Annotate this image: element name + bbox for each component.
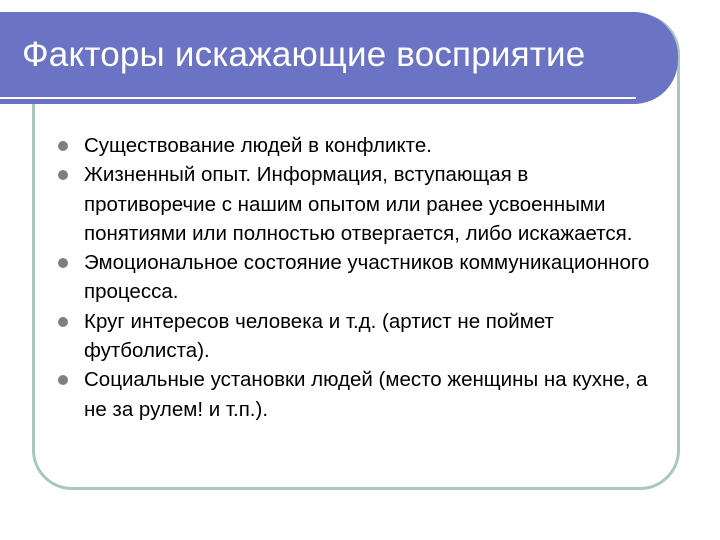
- bullet-text: Круг интересов человека и т.д. (артист не поймет футболиста).: [84, 309, 554, 363]
- bullet-dot-icon: [58, 258, 68, 268]
- bullet-text: Социальные установки людей (место женщины на кухне, а не за рулем! и т.п.).: [84, 368, 648, 421]
- bullet-dot-icon: [58, 375, 68, 385]
- bullet-item: [58, 307, 658, 366]
- bullet-dot-icon: [58, 141, 68, 151]
- bullet-dot-icon: [58, 170, 68, 180]
- bullet-text: Жизненный опыт. Информация, вступающая в противоречие с нашим опытом или ранее усвоенными понятиями или полностью отвергается, либо искажается.: [84, 163, 633, 245]
- bullet-item: [58, 131, 658, 160]
- bullet-item: [58, 160, 658, 248]
- bullet-dot-icon: [58, 317, 68, 327]
- slide-title: Факторы искажающие восприятие: [22, 35, 586, 74]
- bullet-item: [58, 248, 658, 307]
- bullet-text: Существование людей в конфликте.: [84, 134, 432, 157]
- title-underline: [0, 97, 636, 99]
- bullet-text: Эмоциональное состояние участников коммуникационного процесса.: [84, 251, 650, 304]
- bullet-item: [58, 365, 658, 424]
- bullet-list: [58, 131, 658, 424]
